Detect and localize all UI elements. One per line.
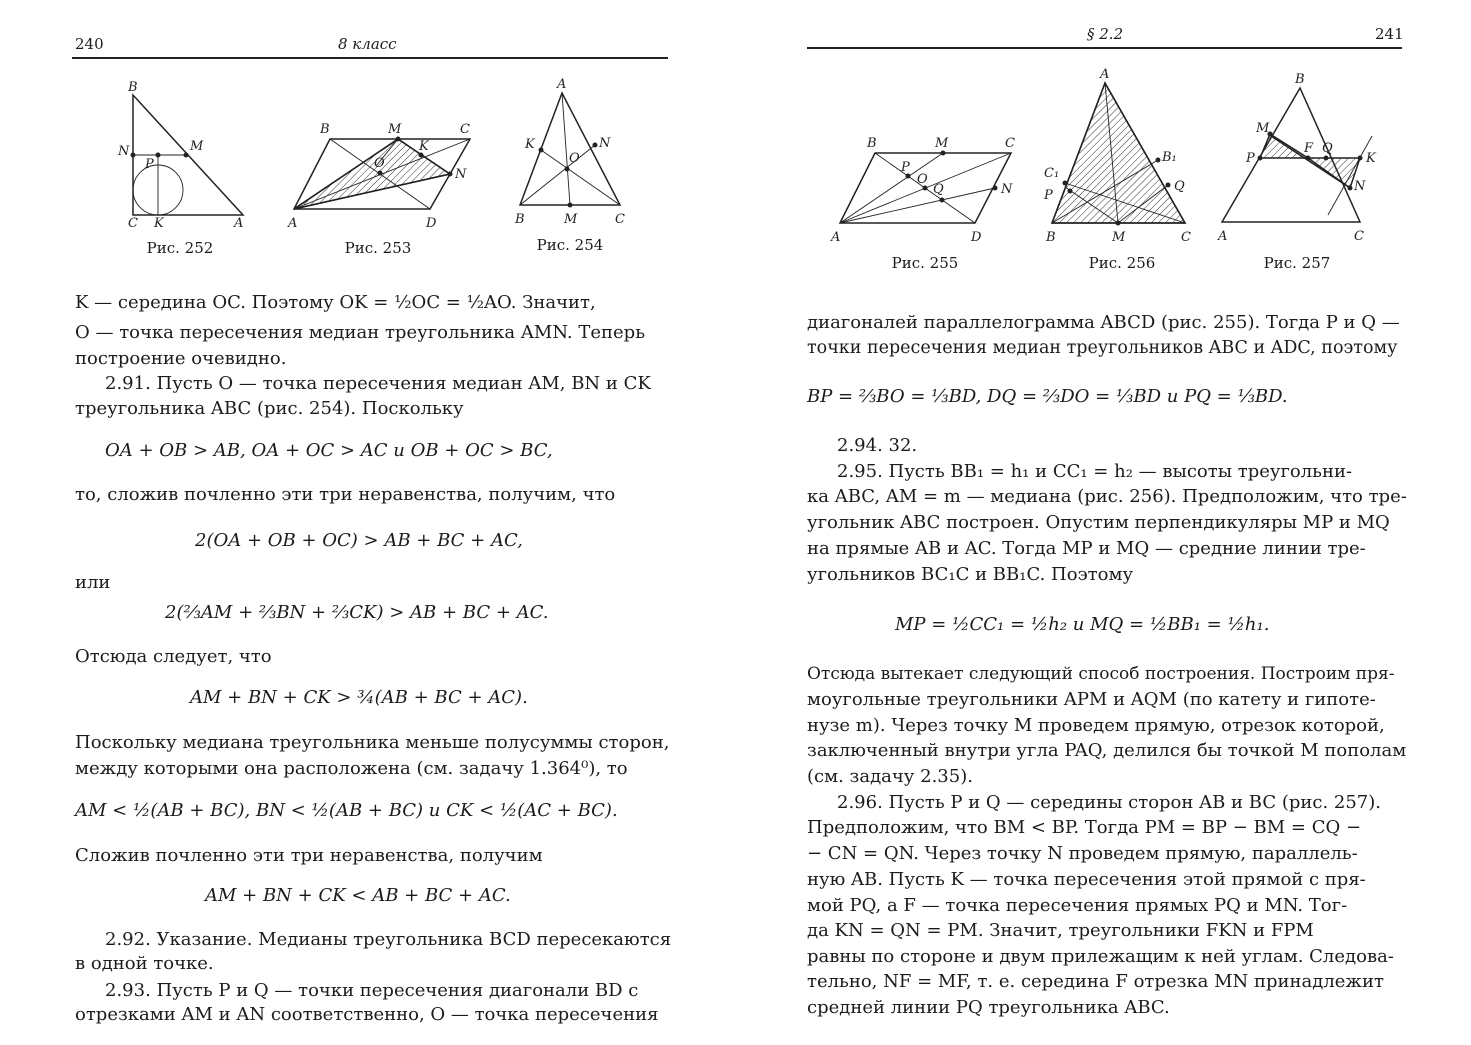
left-text-line-10: между которыми она расположена (см. задачу 1.364⁰), то: [75, 758, 628, 779]
running-head: 8 класс: [338, 35, 397, 53]
right-formula-1: BP = ⅔BO = ⅓BD, DQ = ⅔DO = ⅓BD и PQ = ⅓BD.: [807, 386, 1288, 407]
right-text-line-7: на прямые AB и AC. Тогда MP и MQ — средние линии тре-: [807, 538, 1366, 559]
right-text-line-9: Отсюда вытекает следующий способ построения. Построим пря-: [807, 664, 1395, 684]
fig253-label-a: A: [288, 216, 298, 231]
left-text-line-9: Поскольку медиана треугольника меньше полусуммы сторон,: [75, 732, 670, 753]
fig255-label-m: M: [935, 136, 949, 151]
figure-257: [1210, 70, 1400, 245]
fig256-label-m: M: [1112, 230, 1126, 245]
figure-255-caption: Рис. 255: [891, 254, 959, 272]
right-text-line-5: ка ABC, AM = m — медиана (рис. 256). Предположим, что тре-: [807, 486, 1407, 507]
figure-254: [505, 75, 635, 235]
fig256-label-c1: C₁: [1044, 166, 1060, 181]
running-head: § 2.2: [1087, 25, 1124, 43]
left-formula-5: AM < ½(AB + BC), BN < ½(AB + BC) и CK < ½(AC + BC).: [75, 800, 618, 821]
fig254-label-k: K: [525, 137, 535, 152]
fig253-label-b: B: [320, 122, 330, 137]
fig254-label-c: C: [615, 212, 625, 227]
fig255-label-p: P: [901, 160, 910, 175]
fig253-label-d: D: [426, 216, 437, 231]
right-page: [735, 0, 1471, 1045]
figure-253-caption: Рис. 253: [344, 239, 412, 257]
figure-256: [1040, 65, 1210, 245]
left-text-line-3: построение очевидно.: [75, 348, 287, 369]
right-text-line-12: заключенный внутри угла PAQ, делился бы точкой M пополам: [807, 740, 1407, 761]
left-formula-6: AM + BN + CK < AB + BC + AC.: [205, 885, 511, 906]
fig255-label-d: D: [971, 230, 982, 245]
right-text-line-4: 2.95. Пусть BB₁ = h₁ и CC₁ = h₂ — высоты треугольни-: [837, 461, 1353, 482]
fig257-label-b: B: [1295, 72, 1305, 87]
right-text-line-13: (см. задачу 2.35).: [807, 766, 973, 787]
fig257-label-c: C: [1354, 229, 1364, 244]
fig253-label-k: K: [419, 139, 429, 154]
fig253-label-n: N: [455, 167, 467, 182]
fig252-label-b: B: [128, 80, 138, 95]
fig257-label-p: P: [1246, 151, 1255, 166]
right-formula-2: MP = ½CC₁ = ½h₂ и MQ = ½BB₁ = ½h₁.: [895, 614, 1270, 635]
right-text-line-3: 2.94. 32.: [837, 435, 918, 456]
fig255-label-c: C: [1005, 136, 1015, 151]
page-number: 240: [75, 35, 104, 53]
fig257-label-m: M: [1256, 121, 1270, 136]
left-text-line-1: K — середина OC. Поэтому OK = ½OC = ½AO. Значит,: [75, 292, 596, 313]
header-rule: [72, 57, 668, 59]
right-text-line-17: ную AB. Пусть K — точка пересечения этой прямой с пря-: [807, 869, 1366, 890]
header-rule: [807, 47, 1402, 49]
left-formula-4: AM + BN + CK > ¾(AB + BC + AC).: [190, 687, 528, 708]
fig255-label-q: Q: [933, 182, 944, 197]
figure-257-caption: Рис. 257: [1263, 254, 1331, 272]
left-text-line-8: Отсюда следует, что: [75, 646, 272, 667]
fig256-label-c: C: [1181, 230, 1191, 245]
left-text-line-2: O — точка пересечения медиан треугольника AMN. Теперь: [75, 322, 645, 343]
fig253-label-c: C: [460, 122, 470, 137]
left-text-line-5: треугольника ABC (рис. 254). Поскольку: [75, 398, 464, 419]
fig254-label-b: B: [515, 212, 525, 227]
fig255-label-b: B: [867, 136, 877, 151]
left-formula-3: 2(⅔AM + ⅔BN + ⅔CK) > AB + BC + AC.: [165, 602, 549, 623]
fig256-label-a: A: [1100, 67, 1110, 82]
fig254-label-o: O: [569, 151, 580, 166]
figure-256-caption: Рис. 256: [1088, 254, 1156, 272]
fig255-label-a: A: [831, 230, 841, 245]
left-text-line-15: отрезками AM и AN соответственно, O — точка пересечения: [75, 1004, 659, 1025]
left-text-line-6: то, сложив почленно эти три неравенства, получим, что: [75, 484, 616, 505]
left-text-line-14: 2.93. Пусть P и Q — точки пересечения диагонали BD с: [105, 980, 639, 1001]
left-formula-2: 2(OA + OB + OC) > AB + BC + AC,: [195, 530, 523, 551]
left-text-line-11: Сложив почленно эти три неравенства, получим: [75, 845, 543, 866]
figure-255: [825, 125, 1035, 245]
right-text-line-16: − CN = QN. Через точку N проведем прямую, параллель-: [807, 843, 1358, 864]
left-text-line-12: 2.92. Указание. Медианы треугольника BCD пересекаются: [105, 929, 672, 950]
fig255-label-o: O: [917, 172, 928, 187]
right-text-line-22: средней линии PQ треугольника ABC.: [807, 997, 1170, 1018]
fig254-label-m: M: [564, 212, 578, 227]
fig252-label-a: A: [234, 216, 244, 231]
left-formula-1: OA + OB > AB, OA + OC > AC и OB + OC > BC,: [105, 440, 553, 461]
fig254-label-n: N: [599, 136, 611, 151]
fig252-label-c: C: [128, 216, 138, 231]
right-text-line-18: мой PQ, а F — точка пересечения прямых PQ и MN. Тог-: [807, 895, 1348, 916]
figure-252: [108, 75, 258, 235]
fig256-label-b1: B₁: [1162, 150, 1177, 165]
fig255-label-n: N: [1001, 182, 1013, 197]
fig253-label-o: O: [374, 156, 385, 171]
fig257-label-f: F: [1304, 141, 1314, 156]
fig257-label-a: A: [1218, 229, 1228, 244]
figure-253: [280, 115, 480, 235]
fig256-label-b: B: [1046, 230, 1056, 245]
fig257-label-k: K: [1366, 151, 1376, 166]
fig253-label-m: M: [388, 122, 402, 137]
right-text-line-11: нузе m). Через точку M проведем прямую, отрезок которой,: [807, 715, 1385, 736]
left-text-line-4: 2.91. Пусть O — точка пересечения медиан AM, BN и CK: [105, 373, 651, 394]
left-text-line-13: в одной точке.: [75, 953, 214, 974]
right-text-line-1: диагоналей параллелограмма ABCD (рис. 255). Тогда P и Q —: [807, 312, 1400, 333]
right-text-line-14: 2.96. Пусть P и Q — середины сторон AB и BC (рис. 257).: [837, 792, 1381, 813]
right-text-line-10: моугольные треугольники APM и AQM (по катету и гипоте-: [807, 689, 1376, 710]
fig257-label-n: N: [1354, 179, 1366, 194]
fig252-label-m: M: [190, 139, 204, 154]
right-text-line-15: Предположим, что BM < BP. Тогда PM = BP − BM = CQ −: [807, 817, 1362, 838]
right-text-line-21: тельно, NF = MF, т. е. середина F отрезка MN принадлежит: [807, 971, 1384, 992]
left-page: [0, 0, 735, 1045]
fig257-label-q: Q: [1322, 141, 1333, 156]
left-text-line-7: или: [75, 572, 111, 593]
right-text-line-20: равны по стороне и двум прилежащим к ней углам. Следова-: [807, 946, 1394, 967]
right-text-line-2: точки пересечения медиан треугольников ABC и ADC, поэтому: [807, 338, 1398, 358]
figure-252-caption: Рис. 252: [146, 239, 214, 257]
fig252-label-n: N: [118, 144, 130, 159]
fig252-label-p: P: [145, 157, 154, 172]
right-text-line-6: угольник ABC построен. Опустим перпендикуляры MP и MQ: [807, 512, 1390, 533]
fig254-label-a: A: [557, 77, 567, 92]
page-number: 241: [1375, 25, 1404, 43]
fig256-label-q: Q: [1174, 179, 1185, 194]
fig252-label-k: K: [154, 216, 164, 231]
figure-254-caption: Рис. 254: [536, 236, 604, 254]
right-text-line-19: да KN = QN = PM. Значит, треугольники FKN и FPM: [807, 920, 1314, 941]
fig256-label-p: P: [1044, 188, 1053, 203]
right-text-line-8: угольников BC₁C и BB₁C. Поэтому: [807, 564, 1134, 585]
